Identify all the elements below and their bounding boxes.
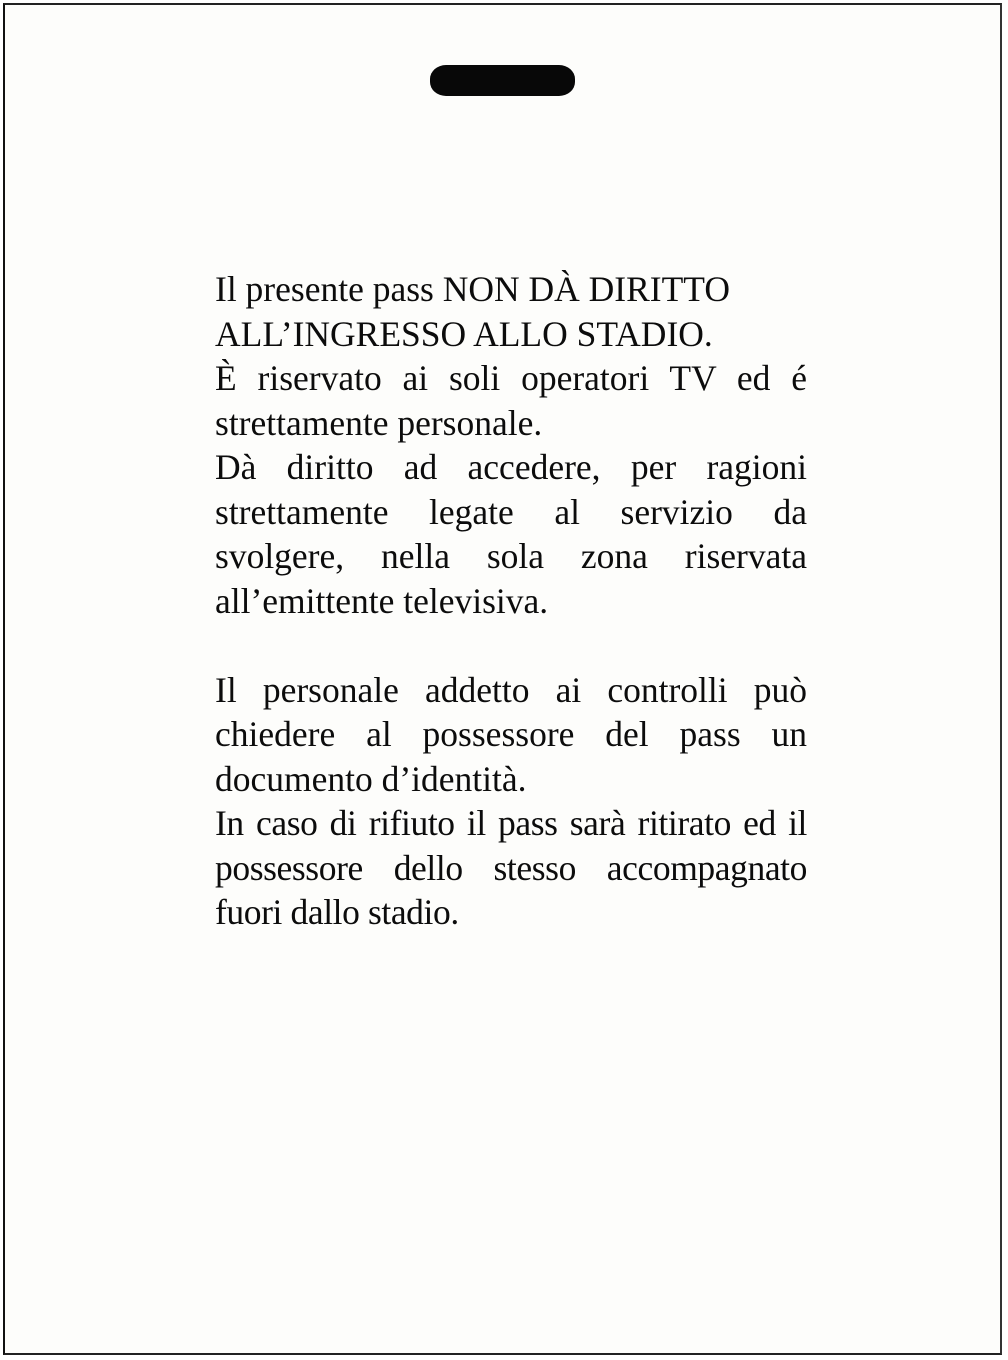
control-paragraph: Il personale addetto ai controlli può chiedere al possessore del pass un documento d’identità. [215, 669, 807, 799]
pass-card [3, 3, 1002, 1355]
paragraph-gap [215, 623, 807, 668]
notice-line-2: ALL’INGRESSO ALLO STADIO. [215, 313, 713, 354]
lanyard-slot [430, 65, 575, 96]
reserved-paragraph: È riservato ai soli operatori TV ed é strettamente personale. [215, 358, 807, 443]
pass-text [215, 267, 807, 935]
access-paragraph: Dà diritto ad accedere, per ragioni strettamente legate al servizio da svolgere, nella sola zona riservata all’emittente televisiva. [215, 447, 807, 621]
notice-line-1: Il presente pass NON DÀ DIRITTO [215, 269, 730, 309]
refusal-paragraph: In caso di rifiuto il pass sarà ritirato ed il possessore dello stesso accompagnato fuori dallo stadio. [215, 803, 807, 932]
